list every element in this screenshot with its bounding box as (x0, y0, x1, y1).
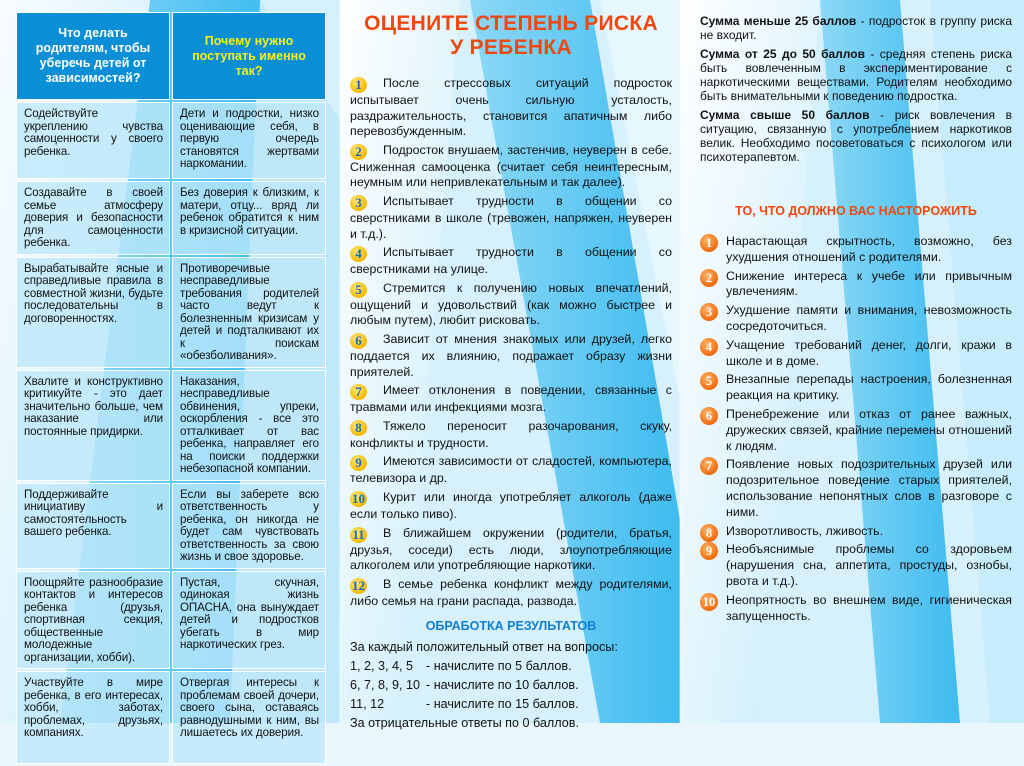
scoring-rule (350, 676, 672, 695)
number-badge-icon: 8 (700, 524, 718, 542)
warning-sign (700, 372, 1012, 404)
reason-cell: Если вы заберете всю ответственность у ребенка, он никогда не будет сам чувствовать ответственность за свою жизнь и свое здоровье. (172, 483, 326, 569)
warning-text: Учащение требований денег, долги, кражи в школе и в доме. (726, 337, 1012, 368)
warning-text: Пренебрежение или отказ от ранее важных, дружеских связей, крайние перемены отношений к людям. (726, 406, 1012, 453)
table-row (16, 102, 326, 179)
risk-question (350, 245, 672, 278)
result-range-label: Сумма меньше 25 баллов (700, 14, 857, 28)
warning-sign (700, 593, 1012, 625)
reason-cell: Дети и подростки, низко оценивающие себя, в первую очередь становятся жертвами наркомании. (172, 102, 326, 179)
question-text: Испытывает трудности в общении со сверстниками в школе (тревожен, напряжен, неуверен и т.д.). (350, 193, 672, 241)
risk-question (350, 419, 672, 452)
result-range-label: Сумма от 25 до 50 баллов (700, 47, 865, 61)
warning-sign (700, 457, 1012, 520)
warning-text: Изворотливость, лживость. (726, 523, 884, 538)
score-results (700, 14, 1012, 164)
table-row (16, 671, 326, 764)
question-text: Имеет отклонения в поведении, связанные с травмами или инфекциями мозга. (350, 383, 672, 415)
reason-cell: Пустая, скучная, одинокая жизнь ОПАСНА, она вынуждает детей и подростков убегать в мир наркотических грез. (172, 571, 326, 670)
advice-cell: Поддерживайте инициативу и самостоятельность вашего ребенка. (16, 483, 170, 569)
question-text: Испытывает трудности в общении со сверстниками на улице. (350, 245, 672, 277)
risk-question (350, 577, 672, 610)
warning-sign (700, 524, 1012, 540)
number-badge-icon: 12 (352, 577, 365, 593)
rule-questions: 6, 7, 8, 9, 10 (350, 678, 421, 693)
advice-cell: Создавайте в своей семье атмосферу доверия и безопасности для самоценности ребенка. (16, 181, 170, 255)
warning-text: Внезапные перепады настроения, болезненная реакция на критику. (726, 372, 1012, 403)
advice-cell: Поощряйте разнообразие контактов и интересов ребенка (друзья, спортивная секция, общественные молодежные организации, хобби). (16, 571, 170, 670)
column-header-what-to-do: Что делать родителям, чтобы уберечь детей от зависимостей? (16, 12, 170, 100)
table-row (16, 370, 326, 481)
result-range (700, 14, 1012, 42)
number-badge-icon: 3 (350, 195, 367, 211)
warning-text: Снижение интереса к учебе или привычным увлечениям. (726, 268, 1012, 299)
warning-text: Ухудшение памяти и внимания, невозможность сосредоточиться. (726, 303, 1012, 333)
risk-question (350, 383, 672, 416)
number-badge-icon: 9 (700, 542, 718, 560)
risk-assessment-panel (350, 0, 672, 731)
advice-panel (14, 0, 330, 739)
results-panel (700, 0, 1012, 723)
number-badge-icon: 7 (700, 457, 718, 475)
warning-signs-title: ТО, ЧТО ДОЛЖНО ВАС НАСТОРОЖИТЬ (735, 204, 977, 218)
rule-questions: 1, 2, 3, 4, 5 (350, 659, 414, 674)
advice-cell: Вырабатывайте ясные и справедливые правила в совместной жизни, будьте последовательны в договоренностях. (16, 257, 170, 368)
rule-points: - начислите по 5 баллов. (426, 659, 572, 674)
warning-sign (700, 407, 1012, 454)
reason-cell: Отвергая интересы к проблемам своей дочери, своего сына, оставаясь равнодушными к ним, вы лишаетесь их доверия. (172, 671, 326, 764)
number-badge-icon: 11 (350, 527, 367, 543)
result-range-text: - риск вовлечения в ситуацию, связанную с употреблением наркотиков велик. Необходимо посоветоваться с психологом или психотерапевтом. (700, 108, 1012, 164)
warning-text: Нарастающая скрытность, возможно, без ухудшения отношений с родителями. (726, 234, 1012, 264)
scoring-intro: За каждый положительный ответ на вопросы: (350, 640, 618, 655)
title-line-1: ОЦЕНИТЕ СТЕПЕНЬ РИСКА (364, 12, 658, 35)
warning-text: Неопрятность во внешнем виде, гигиеническая запущенность. (726, 592, 1012, 623)
risk-question (350, 76, 672, 140)
question-text: После стрессовых ситуаций подросток испытывает очень сильную усталость, раздражительность, становится апатичным либо перевозбужденным. (350, 76, 672, 139)
warning-sign (700, 303, 1012, 335)
table-header-row (16, 12, 326, 100)
number-badge-icon: 3 (700, 303, 718, 321)
table-row (16, 181, 326, 255)
scoring-rule (350, 695, 672, 714)
advice-table (14, 10, 328, 766)
question-text: Курит или иногда употребляет алкоголь (даже если только пиво). (350, 489, 672, 521)
number-badge-icon: 7 (350, 384, 367, 400)
risk-question-list (350, 76, 672, 609)
rule-points: - начислите по 15 баллов. (426, 697, 579, 712)
number-badge-icon: 10 (352, 490, 365, 506)
warning-sign (700, 234, 1012, 266)
advice-cell: Содействуйте укреплению чувства самоценности у своего ребенка. (16, 102, 170, 179)
column-header-why: Почему нужно поступать именно так? (172, 12, 326, 100)
risk-question (350, 454, 672, 487)
reason-cell: Наказания, несправедливые обвинения, упреки, оскорбления - все это отталкивает от вас ребенка, направляет его на поиски поддержки небезопасной компании. (172, 370, 326, 481)
page-title (350, 12, 672, 60)
question-text: В семье ребенка конфликт между родителями, либо семья на грани распада, развода. (350, 576, 672, 608)
number-badge-icon: 5 (700, 372, 718, 390)
result-range-text: - подросток в группу риска не входит. (700, 14, 1012, 42)
question-text: В ближайшем окружении (родители, братья, друзья, соседи) есть люди, злоупотребляющие алкоголем или употребляющие наркотики. (350, 525, 672, 573)
warning-text: Необъяснимые проблемы со здоровьем (нарушения сна, аппетита, простуды, ознобы, рвота и т.д.). (726, 542, 1012, 588)
question-text: Зависит от мнения знакомых или друзей, легко поддается их влиянию, подражает образу жизни приятелей. (350, 331, 672, 379)
warning-text: Появление новых подозрительных друзей или подозрительное поведение старых приятелей, использование непонятных слов в разговоре с ними. (726, 457, 1012, 519)
scoring-negative: За отрицательные ответы по 0 баллов. (350, 716, 579, 731)
question-text: Подросток внушаем, застенчив, неуверен в себе. Сниженная самооценка (считает себя неинтересным, неумным или непривлекательным и так далее). (350, 142, 672, 190)
reason-cell: Без доверия к близким, к матери, отцу... вряд ли ребенок обратится к ним в кризисной ситуации. (172, 181, 326, 255)
table-row (16, 571, 326, 670)
table-row (16, 257, 326, 368)
risk-question (350, 143, 672, 191)
number-badge-icon: 10 (700, 593, 718, 611)
number-badge-icon: 1 (700, 234, 718, 252)
scoring-rule (350, 657, 672, 676)
number-badge-icon: 4 (350, 246, 367, 262)
warning-sign (700, 542, 1012, 589)
risk-question (350, 526, 672, 574)
result-range-text: - средняя степень риска быть вовлеченным в экспериментирование с наркотическими веществами. Родителям необходимо быть внимательными к поведению подростка. (700, 47, 1012, 103)
rule-points: - начислите по 10 баллов. (426, 678, 579, 693)
risk-question (350, 281, 672, 329)
risk-question (350, 490, 672, 523)
advice-cell: Участвуйте в мире ребенка, в его интересах, хобби, заботах, проблемах, друзьях, компаниях. (16, 671, 170, 764)
number-badge-icon: 2 (700, 269, 718, 287)
risk-question (350, 194, 672, 242)
number-badge-icon: 2 (350, 144, 367, 160)
question-text: Имеются зависимости от сладостей, компьютера, телевизора и др. (350, 454, 672, 486)
table-row (16, 483, 326, 569)
number-badge-icon: 1 (350, 77, 367, 93)
rule-questions: 11, 12 (350, 697, 385, 712)
number-badge-icon: 5 (350, 282, 367, 298)
result-range (700, 108, 1012, 164)
warning-signs-list (700, 234, 1012, 624)
warning-sign (700, 338, 1012, 370)
advice-cell: Хвалите и конструктивно критикуйте - это дает значительно больше, чем наказание или постоянные придирки. (16, 370, 170, 481)
risk-question (350, 332, 672, 380)
number-badge-icon: 6 (350, 333, 367, 349)
title-line-2: У РЕБЕНКА (450, 36, 572, 59)
question-text: Стремится к получению новых впечатлений, ощущений и удовольствий (как можно быстрее и любым путем), любит рисковать. (350, 280, 672, 328)
warning-sign (700, 269, 1012, 301)
reason-cell: Противоречивые несправедливые требования родителей часто ведут к болезненным кризисам у детей и подталкивают их к поискам «обезболивания». (172, 257, 326, 368)
result-range (700, 47, 1012, 103)
question-text: Тяжело переносит разочарования, скуку, конфликты и трудности. (350, 418, 672, 450)
result-range-label: Сумма свыше 50 баллов (700, 108, 870, 122)
number-badge-icon: 8 (350, 420, 367, 436)
scoring-title: ОБРАБОТКА РЕЗУЛЬТАТОВ (425, 619, 597, 634)
number-badge-icon: 4 (700, 338, 718, 356)
number-badge-icon: 9 (350, 455, 367, 471)
number-badge-icon: 6 (700, 407, 718, 425)
